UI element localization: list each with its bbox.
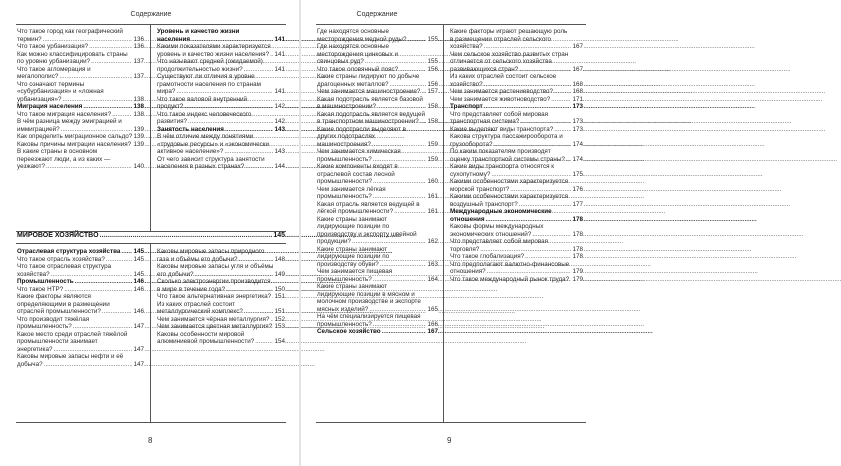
toc-entry-title: Промышленность .....: [17, 278, 132, 286]
toc-entry-title: Сколько электроэнергии производится в мире в течение года? .....: [157, 278, 273, 293]
toc-entry: [157, 133, 285, 156]
toc-entry: [450, 223, 583, 238]
toc-entry-title: Сельское хозяйство .....: [317, 328, 426, 336]
toc-column-left-2: [157, 28, 285, 171]
page-header-right: Содержание: [356, 11, 398, 18]
toc-entry: [157, 316, 285, 324]
toc-entry: [17, 66, 144, 81]
toc-entry-page-number: 166: [427, 320, 438, 328]
toc-entry-title: Каковы мировые запасы нефти и её добыча? .....: [17, 353, 132, 368]
toc-entry-page-number: 146: [133, 308, 144, 315]
toc-entry-title: Что такое глобализация? .....: [450, 253, 571, 261]
toc-entry-title: Что означают термины «субурбанизация» и «ложная урбанизация»? .....: [17, 81, 132, 104]
toc-entry-title: Что производит тяжёлая промышленность? .....: [17, 316, 132, 331]
toc-entry-title: Какие страны занимают лидирующие позиции по производству и экспорту швейной продукции? .....: [317, 216, 426, 246]
toc-entry-title: Какая отрасль является ведущей в лёгкой промышленности? .....: [317, 201, 426, 216]
toc-entry: [450, 73, 583, 88]
left-page: [0, 0, 300, 466]
toc-entry-title: Чем занимается химическая промышленность? .....: [317, 148, 426, 163]
toc-entry-page-number: 137: [133, 73, 144, 80]
toc-entry: [317, 96, 438, 111]
toc-entry-title: Какие факторы являются определяющими в размещении отраслей промышленности? .....: [17, 293, 132, 316]
toc-entry: [17, 28, 144, 43]
toc-entry: [157, 323, 285, 331]
toc-entry-page-number: 152: [274, 315, 285, 323]
toc-entry: [17, 81, 144, 104]
toc-entry-page-number: 162: [427, 238, 438, 245]
toc-section-heading: [17, 278, 144, 286]
toc-entry: [450, 96, 583, 104]
toc-entry-page-number: 178: [572, 215, 583, 223]
toc-entry-page-number: 138: [133, 95, 144, 103]
toc-entry-page-number: 159: [427, 140, 438, 148]
toc-entry: [17, 118, 144, 133]
toc-entry-page-number: 150: [274, 285, 285, 293]
toc-entry-page-number: 143: [274, 125, 285, 133]
toc-entry: [450, 111, 583, 126]
page-header-left: Содержание: [130, 11, 172, 18]
toc-entry-page-number: 154: [274, 338, 285, 345]
toc-entry: [157, 96, 285, 111]
toc-entry: [450, 88, 583, 96]
toc-entry-title: Из каких отраслей состоит металлургический комплекс? .....: [157, 301, 273, 316]
toc-entry-title: Существуют ли отличия в уровне грамотности населения по странам мира? .....: [157, 73, 273, 96]
toc-entry: [157, 278, 285, 293]
toc-entry-page-number: 168: [572, 88, 583, 95]
toc-entry-page-number: 144: [274, 163, 285, 170]
toc-entry-title: Что такое альтернативная энергетика? .....: [157, 293, 273, 301]
toc-entry-page-number: 173: [572, 118, 583, 125]
toc-entry-page-number: 145: [133, 248, 144, 255]
toc-entry-title: По каким показателям производят оценку транспортной системы страны? .....: [450, 148, 571, 163]
toc-entry-title: Как определить миграционное сальдо? .....: [17, 133, 132, 141]
toc-entry-title: Что такое оловянный пояс? .....: [317, 66, 426, 74]
toc-entry-title: Что такое агломерация и мегалополис? .....: [17, 66, 132, 81]
toc-entry: [317, 73, 438, 88]
toc-entry: [450, 253, 583, 261]
toc-entry: [450, 126, 583, 134]
part-rule-lower: [16, 243, 286, 244]
toc-entry-title: Какие страны занимают лидирующие позиции в мясном и молочном производстве и экспорте мясных изделий? .....: [317, 283, 426, 313]
part-heading-title: МИРОВОЕ ХОЗЯЙСТВО .....: [17, 232, 272, 239]
toc-entry-page-number: 141: [274, 65, 285, 73]
toc-entry-title: Что такое миграция населения? .....: [17, 111, 132, 119]
toc-entry-title: Что представляет собой мировая транспортная система? .....: [450, 111, 571, 126]
toc-entry: [317, 216, 438, 246]
toc-entry: [450, 276, 583, 284]
toc-entry-title: Каковы особенности мировой алюминиевой промышленности? .....: [157, 331, 273, 346]
toc-entry-page-number: 141: [274, 50, 285, 58]
toc-entry-page-number: 141: [274, 88, 285, 95]
toc-entry: [450, 238, 583, 253]
toc-entry-page-number: 168: [572, 80, 583, 88]
toc-entry-page-number: 167: [572, 43, 583, 50]
toc-entry: [17, 148, 144, 171]
toc-entry-page-number: 155: [427, 58, 438, 65]
toc-entry-title: Чем занимается машиностроение? .....: [317, 88, 426, 96]
toc-entry: [17, 141, 144, 149]
toc-entry-page-number: 145: [133, 270, 144, 278]
toc-entry-page-number: 178: [572, 230, 583, 238]
toc-entry: [17, 353, 144, 368]
toc-entry-page-number: 178: [572, 253, 583, 260]
toc-entry-title: Что такое международный рынок труда? .....: [450, 276, 571, 284]
toc-entry-title: Каковы причины миграции населения? .....: [17, 141, 132, 149]
toc-entry-title: Какая подотрасль является базовой в машиностроении? .....: [317, 96, 426, 111]
toc-entry-page-number: 161: [427, 193, 438, 200]
toc-entry-page-number: 164: [427, 275, 438, 283]
toc-entry: [450, 178, 583, 193]
toc-entry-title: Что такое валовой внутренний продукт? .....: [157, 96, 273, 111]
page-number-left: 8: [148, 436, 153, 445]
toc-column-right-1: [317, 28, 438, 336]
toc-entry-title: Чем занимается цветная металлургия? .....: [157, 323, 273, 331]
toc-entry-title: Какие виды транспорта относятся к сухопутному? .....: [450, 163, 571, 178]
toc-entry: [157, 263, 285, 278]
toc-entry-page-number: 141: [274, 35, 285, 43]
page-number-right: 9: [447, 436, 452, 445]
toc-entry: [17, 293, 144, 316]
toc-entry-title: Каковы мировые запасы угля и объёмы его добычи? .....: [157, 263, 273, 278]
toc-section-heading: [157, 28, 285, 43]
toc-entry-page-number: 143: [274, 148, 285, 155]
toc-section-heading: [450, 208, 583, 223]
toc-entry-page-number: 167: [427, 328, 438, 335]
toc-entry: [17, 256, 144, 264]
toc-entry-title: Отраслевая структура хозяйства .....: [17, 248, 132, 256]
toc-entry-page-number: 153: [274, 323, 285, 330]
toc-entry: [317, 186, 438, 201]
toc-entry-title: Что такое НТР? .....: [17, 286, 132, 294]
toc-entry-page-number: 159: [427, 155, 438, 163]
toc-entry-title: Чем занимается животноводство? .....: [450, 96, 571, 104]
toc-entry-title: Миграция населения .....: [17, 103, 132, 111]
toc-entry-page-number: 146: [133, 285, 144, 293]
toc-entry-title: Какая подотрасль является ведущей в транспортном машиностроении? .....: [317, 111, 426, 126]
toc-entry-page-number: 171: [572, 95, 583, 103]
toc-section-heading: [157, 126, 285, 134]
toc-entry-page-number: 146: [133, 278, 144, 285]
toc-entry: [157, 58, 285, 73]
right-page: [300, 0, 600, 466]
toc-entry-title: Что такое индекс человеческого развития? .....: [157, 111, 273, 126]
toc-section-heading: [17, 103, 144, 111]
toc-entry: [157, 301, 285, 316]
toc-entry: [157, 43, 285, 58]
toc-entry: [17, 316, 144, 331]
toc-entry-page-number: 147: [133, 345, 144, 353]
toc-entry-page-number: 149: [274, 270, 285, 278]
toc-entry: [450, 148, 583, 163]
toc-entry-title: От чего зависит структура занятости населения в разных странах? .....: [157, 156, 273, 171]
footer-rule-right: [316, 422, 586, 423]
toc-entry-title: Какие подотрасли выделяют в других подотраслях машиностроения? .....: [317, 126, 426, 149]
toc-entry-title: Что такое город как географический термин? .....: [17, 28, 132, 43]
toc-column-right-2: [450, 28, 583, 283]
toc-entry-page-number: 179: [572, 275, 583, 283]
toc-column-left-1: [17, 28, 144, 171]
toc-entry: [317, 246, 438, 269]
toc-section-heading: [17, 248, 144, 256]
toc-entry-title: Какое место среди отраслей тяжёлой промышленности занимает энергетика? .....: [17, 331, 132, 354]
toc-entry: [450, 51, 583, 74]
toc-entry-page-number: 155: [427, 35, 438, 43]
toc-entry-page-number: 136: [133, 43, 144, 50]
toc-entry-title: Какие факторы играют решающую роль в размещении отраслей сельского хозяйства? .....: [450, 28, 571, 51]
toc-entry-page-number: 138: [133, 103, 144, 110]
toc-entry-title: В чём отличие между понятиями «трудовые ресурсы» и «экономически активное население»? .....: [157, 133, 273, 156]
toc-entry: [157, 156, 285, 171]
toc-entry: [157, 111, 285, 126]
toc-column-left-4: [157, 248, 285, 346]
toc-entry-title: Транспорт .....: [450, 103, 571, 111]
toc-entry: [450, 28, 583, 51]
toc-entry-title: Какими показателями характеризуется уровень и качество жизни населения? .....: [157, 43, 273, 58]
toc-entry-title: Уровень и качество жизни населения .....: [157, 28, 273, 43]
toc-entry-page-number: 139: [133, 140, 144, 148]
toc-entry-page-number: 175: [572, 170, 583, 178]
toc-entry: [17, 331, 144, 354]
toc-entry: [157, 73, 285, 96]
toc-entry-page-number: 174: [572, 140, 583, 148]
toc-entry-page-number: 160: [427, 178, 438, 185]
part-heading-world-economy: [17, 232, 285, 239]
toc-entry-title: Что представляет собой мировая торговля? .....: [450, 238, 571, 253]
toc-entry: [317, 28, 438, 43]
toc-entry-title: Занятость населения .....: [157, 126, 273, 134]
toc-entry-page-number: 151: [274, 308, 285, 315]
toc-entry: [157, 331, 285, 346]
toc-entry: [450, 133, 583, 148]
toc-entry: [317, 283, 438, 313]
toc-entry-page-number: 139: [133, 133, 144, 140]
toc-section-heading: [450, 103, 583, 111]
toc-entry: [317, 201, 438, 216]
toc-entry-title: Какие выделяют виды транспорта? .....: [450, 126, 571, 134]
toc-entry-page-number: 142: [274, 118, 285, 125]
toc-entry-page-number: 165: [427, 305, 438, 313]
toc-entry-page-number: 156: [427, 65, 438, 73]
toc-entry-title: Каковы формы международных экономических отношений? .....: [450, 223, 571, 238]
toc-entry-title: Какие страны занимают лидирующие позиции по производству обуви? .....: [317, 246, 426, 269]
toc-entry: [317, 88, 438, 96]
toc-entry: [317, 66, 438, 74]
toc-entry: [17, 43, 144, 51]
toc-entry-page-number: 163: [427, 260, 438, 268]
toc-entry-title: Из каких отраслей состоит сельское хозяйство? .....: [450, 73, 571, 88]
toc-entry-title: Какими особенностями характеризуется воздушный транспорт? .....: [450, 193, 571, 208]
toc-entry: [317, 43, 438, 66]
header-rule-right: [316, 24, 586, 25]
toc-entry-page-number: 142: [274, 103, 285, 110]
toc-entry-page-number: 147: [133, 323, 144, 330]
toc-entry-title: На чём специализируется пищевая промышленность? .....: [317, 313, 426, 328]
toc-entry-title: Международные экономические отношения .....: [450, 208, 571, 223]
toc-entry-title: Что такое отраслевая структура хозяйства? .....: [17, 263, 132, 278]
toc-entry-title: Что такое отрасль хозяйства? .....: [17, 256, 132, 264]
toc-entry-title: Что предполагают валютно-финансовые отношения? .....: [450, 261, 571, 276]
toc-entry-title: Какие страны лидируют по добыче драгоценных металлов? .....: [317, 73, 426, 88]
toc-entry: [450, 261, 583, 276]
toc-entry: [317, 148, 438, 163]
toc-entry-title: Что называют средней (ожидаемой) продолжительностью жизни? .....: [157, 58, 273, 73]
toc-entry-page-number: 148: [274, 255, 285, 263]
toc-entry-page-number: 178: [572, 245, 583, 253]
toc-entry-page-number: 145: [133, 255, 144, 263]
toc-entry-page-number: 176: [572, 185, 583, 193]
part-heading-page: 145: [273, 232, 285, 239]
toc-entry-page-number: 179: [572, 268, 583, 275]
toc-entry: [157, 248, 285, 263]
toc-entry-title: Каковы мировые запасы природного газа и объёмы его добычи? .....: [157, 248, 273, 263]
toc-entry-page-number: 158: [427, 103, 438, 110]
toc-entry: [450, 163, 583, 178]
header-rule-left: [16, 24, 286, 25]
toc-entry-page-number: 147: [133, 360, 144, 368]
toc-entry: [450, 193, 583, 208]
toc-entry-title: Как можно классифицировать страны по уровню урбанизации? .....: [17, 51, 132, 66]
toc-entry-page-number: 151: [274, 293, 285, 300]
toc-entry-page-number: 136: [133, 35, 144, 43]
toc-entry-page-number: 158: [427, 118, 438, 125]
toc-entry-title: Какими особенностями характеризуется морской транспорт? .....: [450, 178, 571, 193]
toc-entry-title: Чем занимается чёрная металлургия? .....: [157, 316, 273, 324]
toc-entry-title: В какие страны в основном переезжают люди, а из каких — уезжают? .....: [17, 148, 132, 171]
toc-entry: [17, 286, 144, 294]
toc-entry-page-number: 157: [427, 88, 438, 95]
toc-entry-title: Чем занимается лёгкая промышленность? .....: [317, 186, 426, 201]
toc-entry-page-number: 137: [133, 58, 144, 65]
toc-entry-title: Какова структура пассажирооборота и грузооборота? .....: [450, 133, 571, 148]
toc-entry-title: Чем занимается пищевая промышленность? .....: [317, 268, 426, 283]
toc-entry: [17, 51, 144, 66]
toc-column-left-3: [17, 248, 144, 368]
toc-entry: [317, 268, 438, 283]
toc-entry-page-number: 167: [572, 65, 583, 73]
toc-entry-page-number: 173: [572, 103, 583, 110]
toc-entry-title: Где находятся основные месторождения медной руды? .....: [317, 28, 426, 43]
toc-entry: [157, 293, 285, 301]
toc-entry-page-number: 138: [133, 110, 144, 118]
toc-entry-title: Какие компоненты входят в отраслевой состав лесной промышленности? .....: [317, 163, 426, 186]
toc-entry-title: Чем занимается растениеводство? .....: [450, 88, 571, 96]
toc-entry-title: В чём разница между эмиграцией и иммиграцией? .....: [17, 118, 132, 133]
toc-entry-page-number: 174: [572, 155, 583, 163]
toc-entry: [17, 133, 144, 141]
toc-entry: [317, 163, 438, 186]
toc-entry-page-number: 173: [572, 125, 583, 133]
toc-entry: [317, 111, 438, 126]
toc-section-heading: [317, 328, 438, 336]
toc-entry-page-number: 140: [133, 163, 144, 170]
toc-entry-title: Чем сельское хозяйство развитых стран отличается от сельского хозяйства развивающихся стран? .....: [450, 51, 571, 74]
toc-entry: [317, 313, 438, 328]
toc-entry-title: Что такое урбанизация? .....: [17, 43, 132, 51]
toc-entry: [17, 111, 144, 119]
toc-entry: [317, 126, 438, 149]
toc-entry-page-number: 161: [427, 208, 438, 215]
toc-entry: [17, 263, 144, 278]
toc-entry-page-number: 177: [572, 200, 583, 208]
footer-rule-left: [16, 422, 286, 423]
toc-entry-title: Где находятся основные месторождения цинковых и свинцовых руд? .....: [317, 43, 426, 66]
toc-entry-page-number: 139: [133, 125, 144, 133]
toc-entry-page-number: 156: [427, 80, 438, 88]
